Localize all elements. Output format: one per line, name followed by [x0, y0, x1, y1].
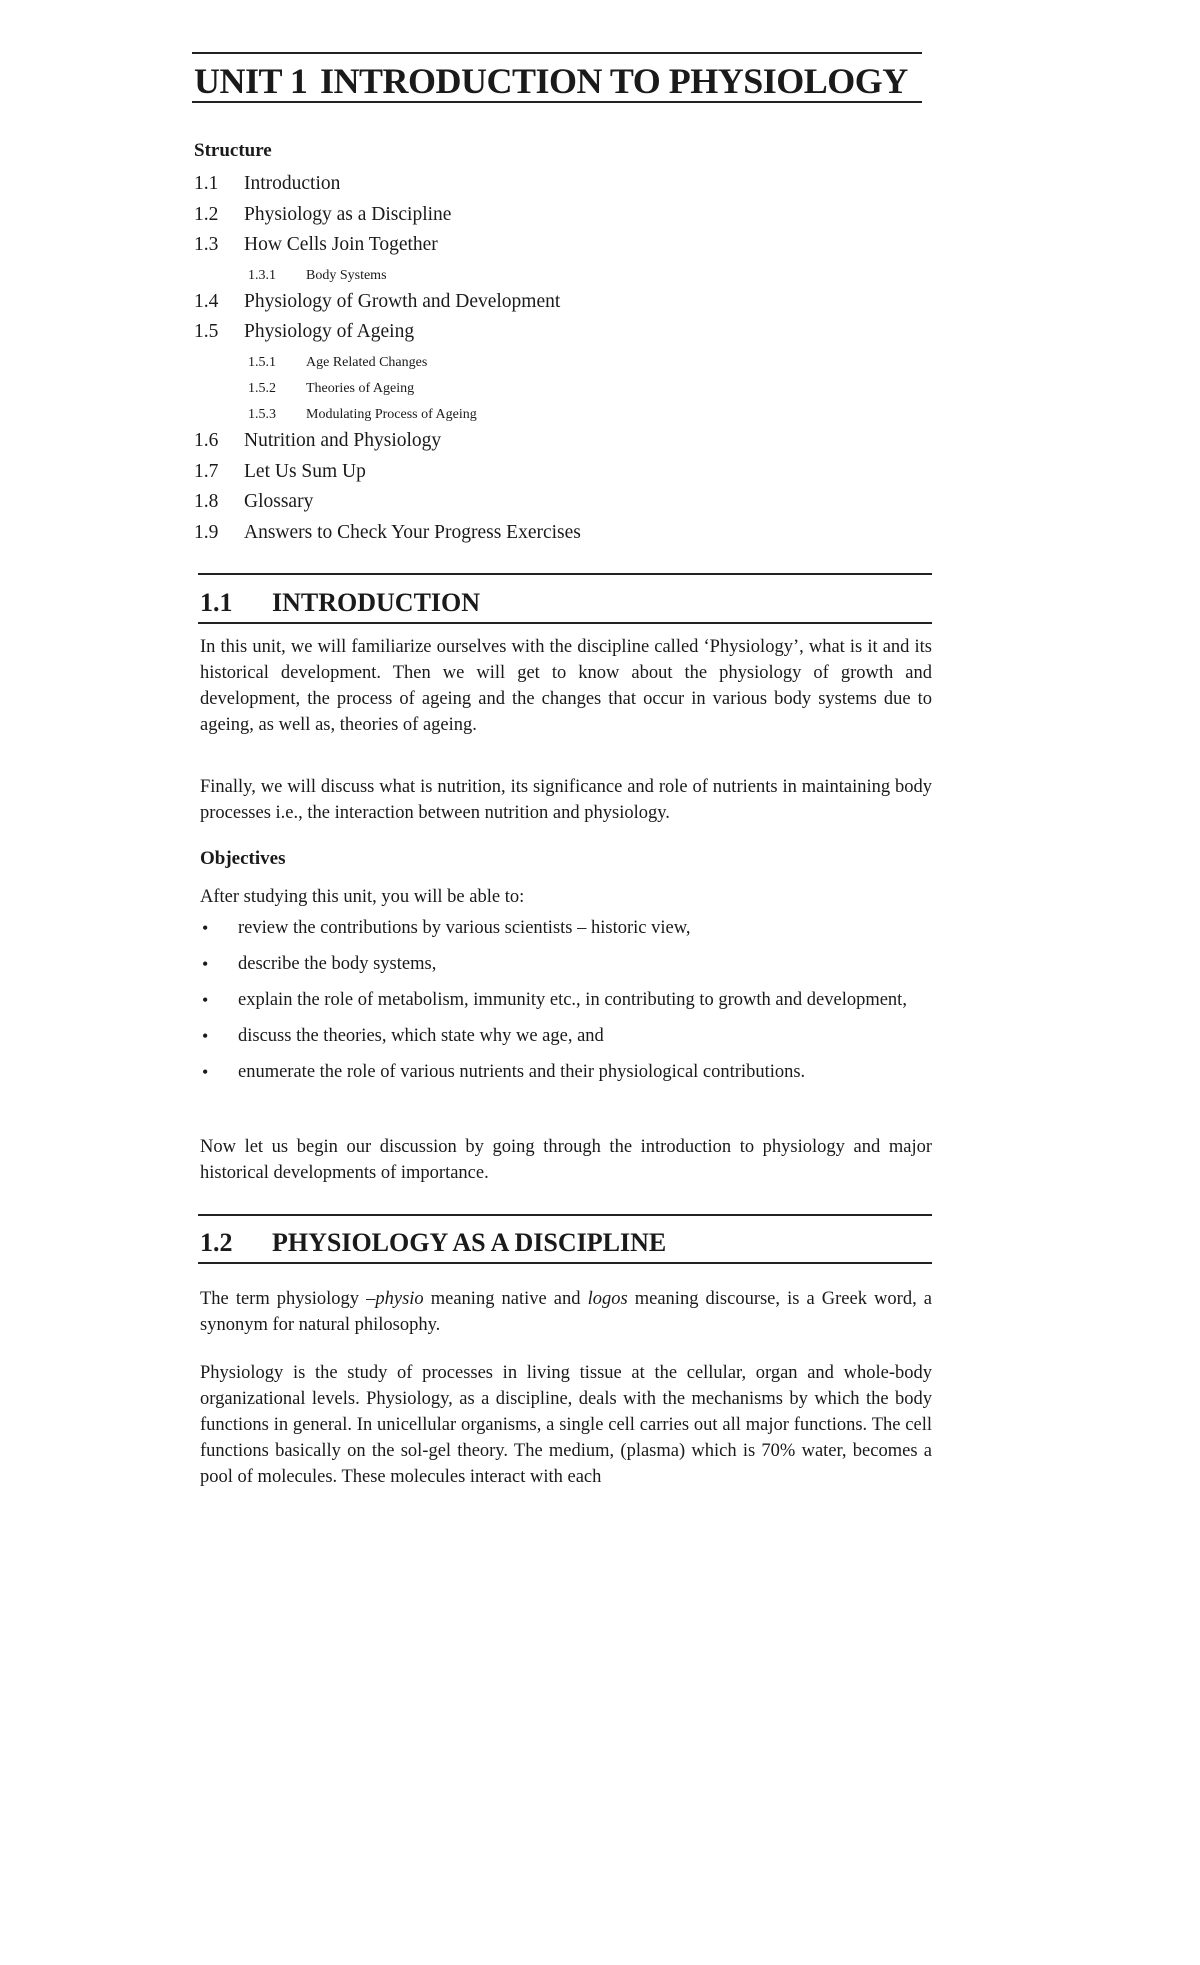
objective-text: review the contributions by various scientists – historic view, — [238, 918, 691, 938]
unit-title — [194, 60, 908, 102]
structure-item-number: 1.3 — [194, 234, 219, 256]
structure-list — [194, 173, 994, 552]
section-1-2-bottom-rule — [198, 1262, 932, 1264]
structure-item-label: Nutrition and Physiology — [244, 429, 442, 451]
structure-item-number: 1.7 — [194, 460, 219, 482]
structure-item-number: 1.4 — [194, 290, 219, 312]
objective-item — [200, 951, 932, 977]
structure-item-number: 1.5 — [194, 321, 219, 343]
term-logos: logos — [587, 1289, 628, 1309]
structure-item-number: 1.9 — [194, 521, 219, 543]
structure-item — [194, 430, 994, 461]
structure-item-label: Physiology of Growth and Development — [244, 290, 561, 312]
term-physio: physio — [375, 1289, 424, 1309]
structure-heading: Structure — [194, 140, 272, 161]
structure-item-label: Age Related Changes — [306, 354, 428, 370]
structure-item-number: 1.5.3 — [248, 406, 276, 422]
objective-item — [200, 915, 932, 941]
structure-item-number: 1.2 — [194, 203, 219, 225]
structure-item-number: 1.8 — [194, 491, 219, 513]
section-1-1-top-rule — [198, 573, 932, 575]
intro-paragraph-2: Finally, we will discuss what is nutrition, its significance and role of nutrients in maintaining body processes i.e., the interaction between nutrition and physiology. — [200, 777, 932, 823]
section-1-2-number: 1.2 — [200, 1228, 233, 1257]
section-1-1-number: 1.1 — [200, 588, 233, 617]
section-1-2-title: PHYSIOLOGY AS A DISCIPLINE — [272, 1228, 667, 1257]
bullet-icon: • — [202, 990, 209, 1010]
bullet-icon: • — [202, 1026, 209, 1046]
structure-item — [194, 173, 994, 204]
objectives-heading: Objectives — [200, 848, 286, 869]
structure-item-label: Glossary — [244, 491, 314, 513]
structure-item — [194, 491, 994, 522]
bullet-icon: • — [202, 1062, 209, 1082]
section-1-1-title: INTRODUCTION — [272, 588, 481, 617]
unit-title-underline — [192, 101, 922, 103]
structure-subitem — [194, 378, 994, 404]
bullet-icon: • — [202, 918, 209, 938]
structure-item-label: Introduction — [244, 173, 341, 194]
structure-item-label: Modulating Process of Ageing — [306, 406, 477, 422]
term-physio-meaning: meaning native and — [423, 1289, 588, 1309]
structure-item — [194, 321, 994, 352]
structure-subitem — [194, 265, 994, 291]
unit-number: UNIT 1 — [194, 61, 308, 101]
objective-text: describe the body systems, — [238, 954, 437, 974]
structure-item — [194, 291, 994, 322]
structure-item-label: Answers to Check Your Progress Exercises — [244, 521, 581, 543]
term-intro-text: The term physiology – — [200, 1289, 376, 1309]
top-rule — [192, 52, 922, 54]
term-logos-meaning: meaning discourse, is a Greek word, a synonym for natural philosophy. — [200, 1289, 932, 1335]
structure-item-label: Theories of Ageing — [306, 380, 415, 396]
structure-item-number: 1.1 — [194, 173, 219, 194]
unit-title-text: INTRODUCTION TO PHYSIOLOGY — [320, 61, 908, 101]
objective-text: enumerate the role of various nutrients and their physiological contributions. — [238, 1062, 806, 1082]
objective-text: discuss the theories, which state why we age, and — [238, 1026, 604, 1046]
intro-paragraph-1: In this unit, we will familiarize ourselves with the discipline called ‘Physiology’, what is it and its historical development. Then we will get to know about the physiology of growth and development, the process of ageing and the changes that occur in various body systems due to ageing, as well as, theories of ageing. — [200, 637, 932, 735]
objective-item — [200, 1059, 932, 1085]
structure-item-label: Physiology of Ageing — [244, 321, 415, 343]
structure-item-number: 1.5.1 — [248, 354, 276, 370]
structure-item — [194, 234, 994, 265]
structure-item-number: 1.3.1 — [248, 267, 276, 283]
structure-subitem — [194, 352, 994, 378]
structure-item-label: Body Systems — [306, 267, 387, 283]
discipline-paragraph-2: Physiology is the study of processes in living tissue at the cellular, organ and whole-body organizational levels. Physiology, as a discipline, deals with the mechanisms by which the body functions in general. In unicellular organisms, a single cell carries out all major functions. The cell functions basically on the sol-gel theory. The medium, (plasma) which is 70% water, becomes a pool of molecules. These molecules interact with each — [200, 1363, 932, 1487]
objective-item — [200, 1023, 932, 1049]
structure-item — [194, 204, 994, 235]
objective-text: explain the role of metabolism, immunity etc., in contributing to growth and development, — [238, 990, 907, 1010]
discipline-paragraph-1 — [200, 1286, 932, 1338]
objective-item — [200, 987, 932, 1013]
structure-item-number: 1.6 — [194, 429, 219, 451]
structure-item-label: How Cells Join Together — [244, 234, 438, 256]
structure-item-label: Let Us Sum Up — [244, 460, 366, 482]
objectives-list — [200, 915, 932, 1095]
structure-item — [194, 461, 994, 492]
section-1-1-heading — [200, 588, 480, 618]
objectives-closing: Now let us begin our discussion by going through the introduction to physiology and major historical developments of importance. — [200, 1137, 932, 1183]
structure-item-label: Physiology as a Discipline — [244, 203, 452, 225]
objectives-intro: After studying this unit, you will be able to: — [200, 887, 525, 907]
section-1-2-heading — [200, 1228, 666, 1258]
bullet-icon: • — [202, 954, 209, 974]
structure-item — [194, 522, 994, 553]
section-1-2-top-rule — [198, 1214, 932, 1216]
structure-subitem — [194, 404, 994, 430]
section-1-1-bottom-rule — [198, 622, 932, 624]
structure-item-number: 1.5.2 — [248, 380, 276, 396]
